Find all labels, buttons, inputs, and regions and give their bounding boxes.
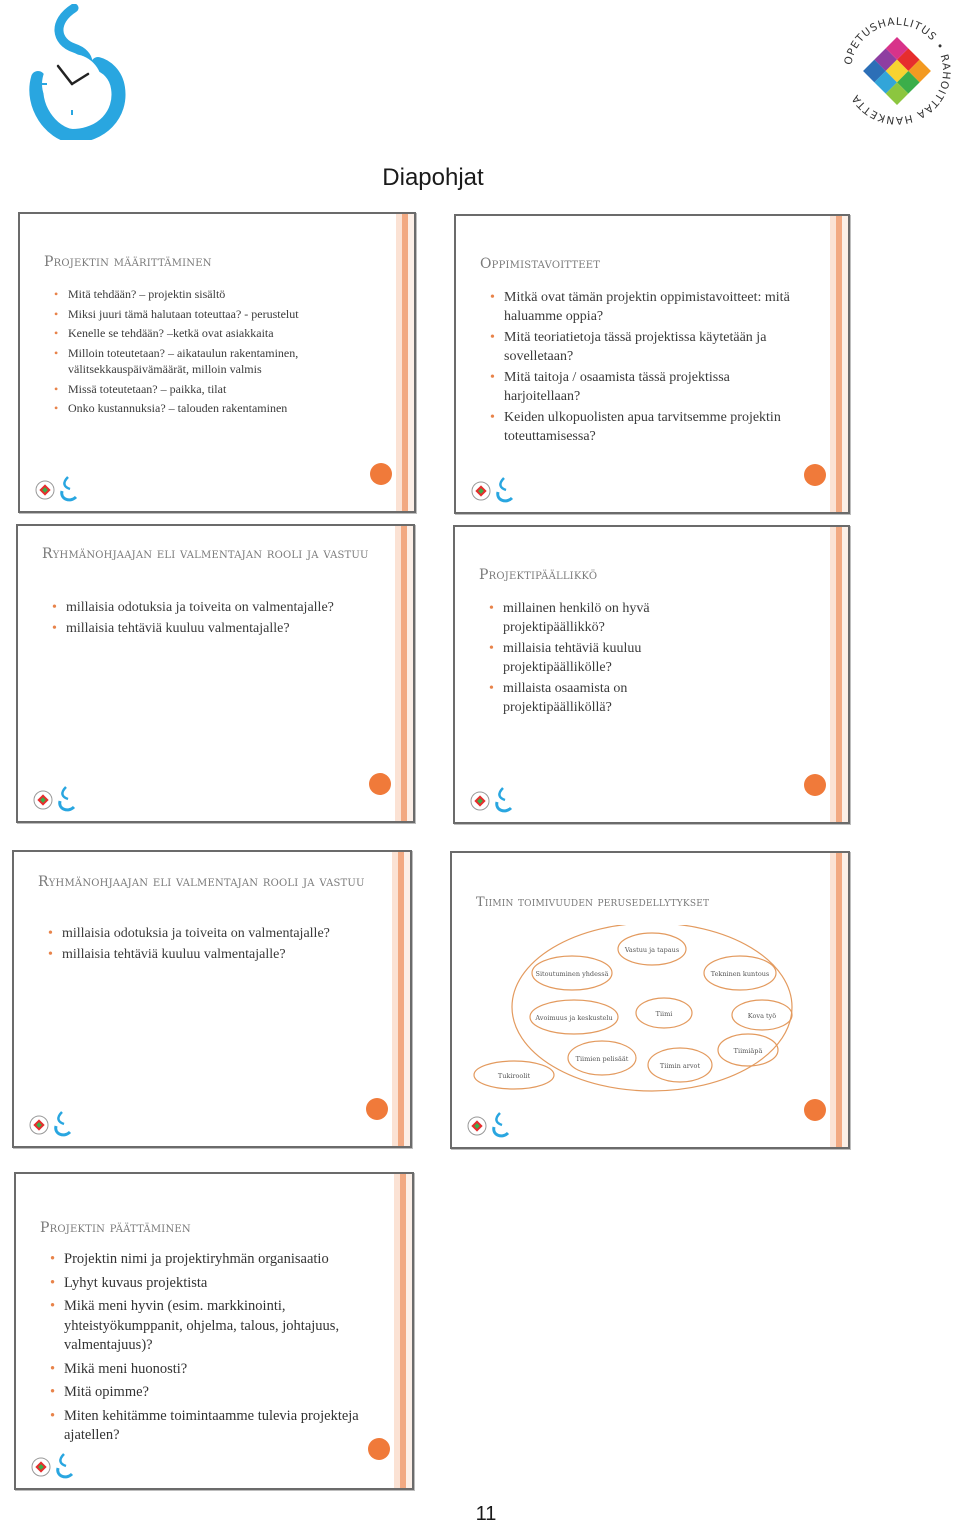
list-item: • millainen henkilö on hyvä projektipäällikkö? [489, 599, 728, 637]
list-item: • Mitä teoriatietoja tässä projektissa käytetään ja sovelletaan? [490, 328, 804, 366]
clock-swirl-logo-icon [22, 4, 126, 140]
list-item: • millaisia odotuksia ja toiveita on valmentajalle? [48, 924, 366, 943]
slide-ryhmanohjaajan-rooli [16, 524, 415, 823]
list-item: • millaisia tehtäviä kuuluu projektipäällikölle? [489, 639, 728, 677]
slide-ryhmanohjaajan-rooli-2 [12, 850, 412, 1148]
diagram-outside-label: Tukiroolit [497, 1072, 531, 1080]
slide-heading: Projektin määrittäminen [44, 254, 212, 270]
list-item: • Mikä meni huonosti? [50, 1360, 368, 1380]
slide-heading: Projektin päättäminen [40, 1220, 191, 1236]
bullet-list [52, 598, 369, 638]
slide-stripe [394, 1174, 412, 1488]
slide-oppimistavoitteet [454, 214, 850, 514]
diagram-node-label: Sitoutuminen yhdessä [535, 970, 609, 978]
bullet-list [48, 924, 366, 964]
orange-circle-icon [369, 773, 391, 795]
slide-stripe [830, 216, 848, 512]
slide-stripe [830, 853, 848, 1147]
slide-stripe [830, 527, 848, 822]
orange-circle-icon [804, 464, 826, 486]
footer-logos-icon [32, 785, 80, 813]
page-title: Diapohjat [382, 164, 484, 191]
list-item: • millaisia tehtäviä kuuluu valmentajalle? [52, 619, 369, 638]
slide-tiimin-perusedellytykset [450, 851, 850, 1149]
slide-projektin-maarittaminen [18, 212, 416, 513]
list-item: • millaista osaamista on projektipäälliköllä? [489, 679, 728, 717]
footer-logos-icon [470, 476, 518, 504]
list-item: • Mitä tehdään? – projektin sisältö [54, 286, 370, 303]
slide-heading: Ryhmänohjaajan eli valmentajan rooli ja vastuu [38, 874, 365, 890]
slide-stripe [395, 526, 413, 821]
svg-text:OPETUSHALLITUS • RAHOITTAA HAN: OPETUSHALLITUS • RAHOITTAA HANKETTA [842, 15, 953, 127]
list-item: • Mitä taitoja / osaamista tässä projektissa harjoitellaan? [490, 368, 804, 406]
opetushallitus-logo-icon [838, 12, 956, 130]
list-item: • Milloin toteutetaan? – aikataulun rakentaminen, välitsekkauspäivämäärät, milloin valmis [54, 345, 370, 378]
slide-projektipaallikko [453, 525, 850, 824]
list-item: • Mitä opimme? [50, 1383, 368, 1403]
diagram-node-label: Vastuu ja tapaus [624, 946, 680, 954]
orange-circle-icon [368, 1438, 390, 1460]
bullet-list [50, 1250, 368, 1446]
slide-stripe [396, 214, 414, 511]
slide-stripe [392, 852, 410, 1146]
list-item: • Onko kustannuksia? – talouden rakentaminen [54, 400, 370, 417]
list-item: • Mitkä ovat tämän projektin oppimistavoitteet: mitä haluamme oppia? [490, 288, 804, 326]
list-item: • Projektin nimi ja projektiryhmän organisaatio [50, 1250, 368, 1270]
footer-logos-icon [34, 475, 82, 503]
diagram-node-label: Tiimin arvot [659, 1062, 701, 1070]
slide-heading: Tiimin toimivuuden perusedellytykset [476, 895, 710, 910]
diagram-node-label: Tiimien pelisäät [575, 1055, 629, 1063]
list-item: • Lyhyt kuvaus projektista [50, 1274, 368, 1294]
orange-circle-icon [366, 1098, 388, 1120]
diagram-center-label: Tiimi [655, 1010, 673, 1018]
orange-circle-icon [804, 774, 826, 796]
footer-logos-icon [469, 786, 517, 814]
list-item: • Mikä meni hyvin (esim. markkinointi, yhteistyökumppanit, ohjelma, talous, johtajuus, valmentajuus)? [50, 1297, 368, 1356]
team-ellipse-diagram [462, 925, 802, 1105]
list-item: • millaisia tehtäviä kuuluu valmentajalle? [48, 945, 366, 964]
list-item: • Kenelle se tehdään? –ketkä ovat asiakkaita [54, 325, 370, 342]
slide-heading: Projektipäällikkö [479, 567, 598, 583]
page-number: 11 [475, 1503, 497, 1525]
slide-heading: Oppimistavoitteet [480, 256, 601, 272]
slide-projektin-paattaminen [14, 1172, 414, 1490]
bullet-list [54, 286, 370, 417]
list-item: • Miksi juuri tämä halutaan toteuttaa? - perustelut [54, 306, 370, 323]
footer-logos-icon [30, 1452, 78, 1480]
bullet-list [490, 288, 804, 446]
bullet-list [489, 599, 728, 717]
footer-logos-icon [466, 1111, 514, 1139]
orange-circle-icon [804, 1099, 826, 1121]
orange-circle-icon [370, 463, 392, 485]
footer-logos-icon [28, 1110, 76, 1138]
diagram-node-label: Avoimuus ja keskustelu [535, 1014, 613, 1022]
list-item: • millaisia odotuksia ja toiveita on valmentajalle? [52, 598, 369, 617]
slide-heading: Ryhmänohjaajan eli valmentajan rooli ja vastuu [42, 546, 369, 562]
diagram-node-label: Tekninen kuntous [710, 970, 770, 978]
list-item: • Miten kehitämme toimintaamme tulevia projekteja ajatellen? [50, 1407, 368, 1446]
list-item: • Keiden ulkopuolisten apua tarvitsemme projektin toteuttamisessa? [490, 408, 804, 446]
diagram-node-label: Tiimiäpä [733, 1047, 763, 1055]
diagram-node-label: Kova työ [747, 1012, 777, 1020]
list-item: • Missä toteutetaan? – paikka, tilat [54, 381, 370, 398]
